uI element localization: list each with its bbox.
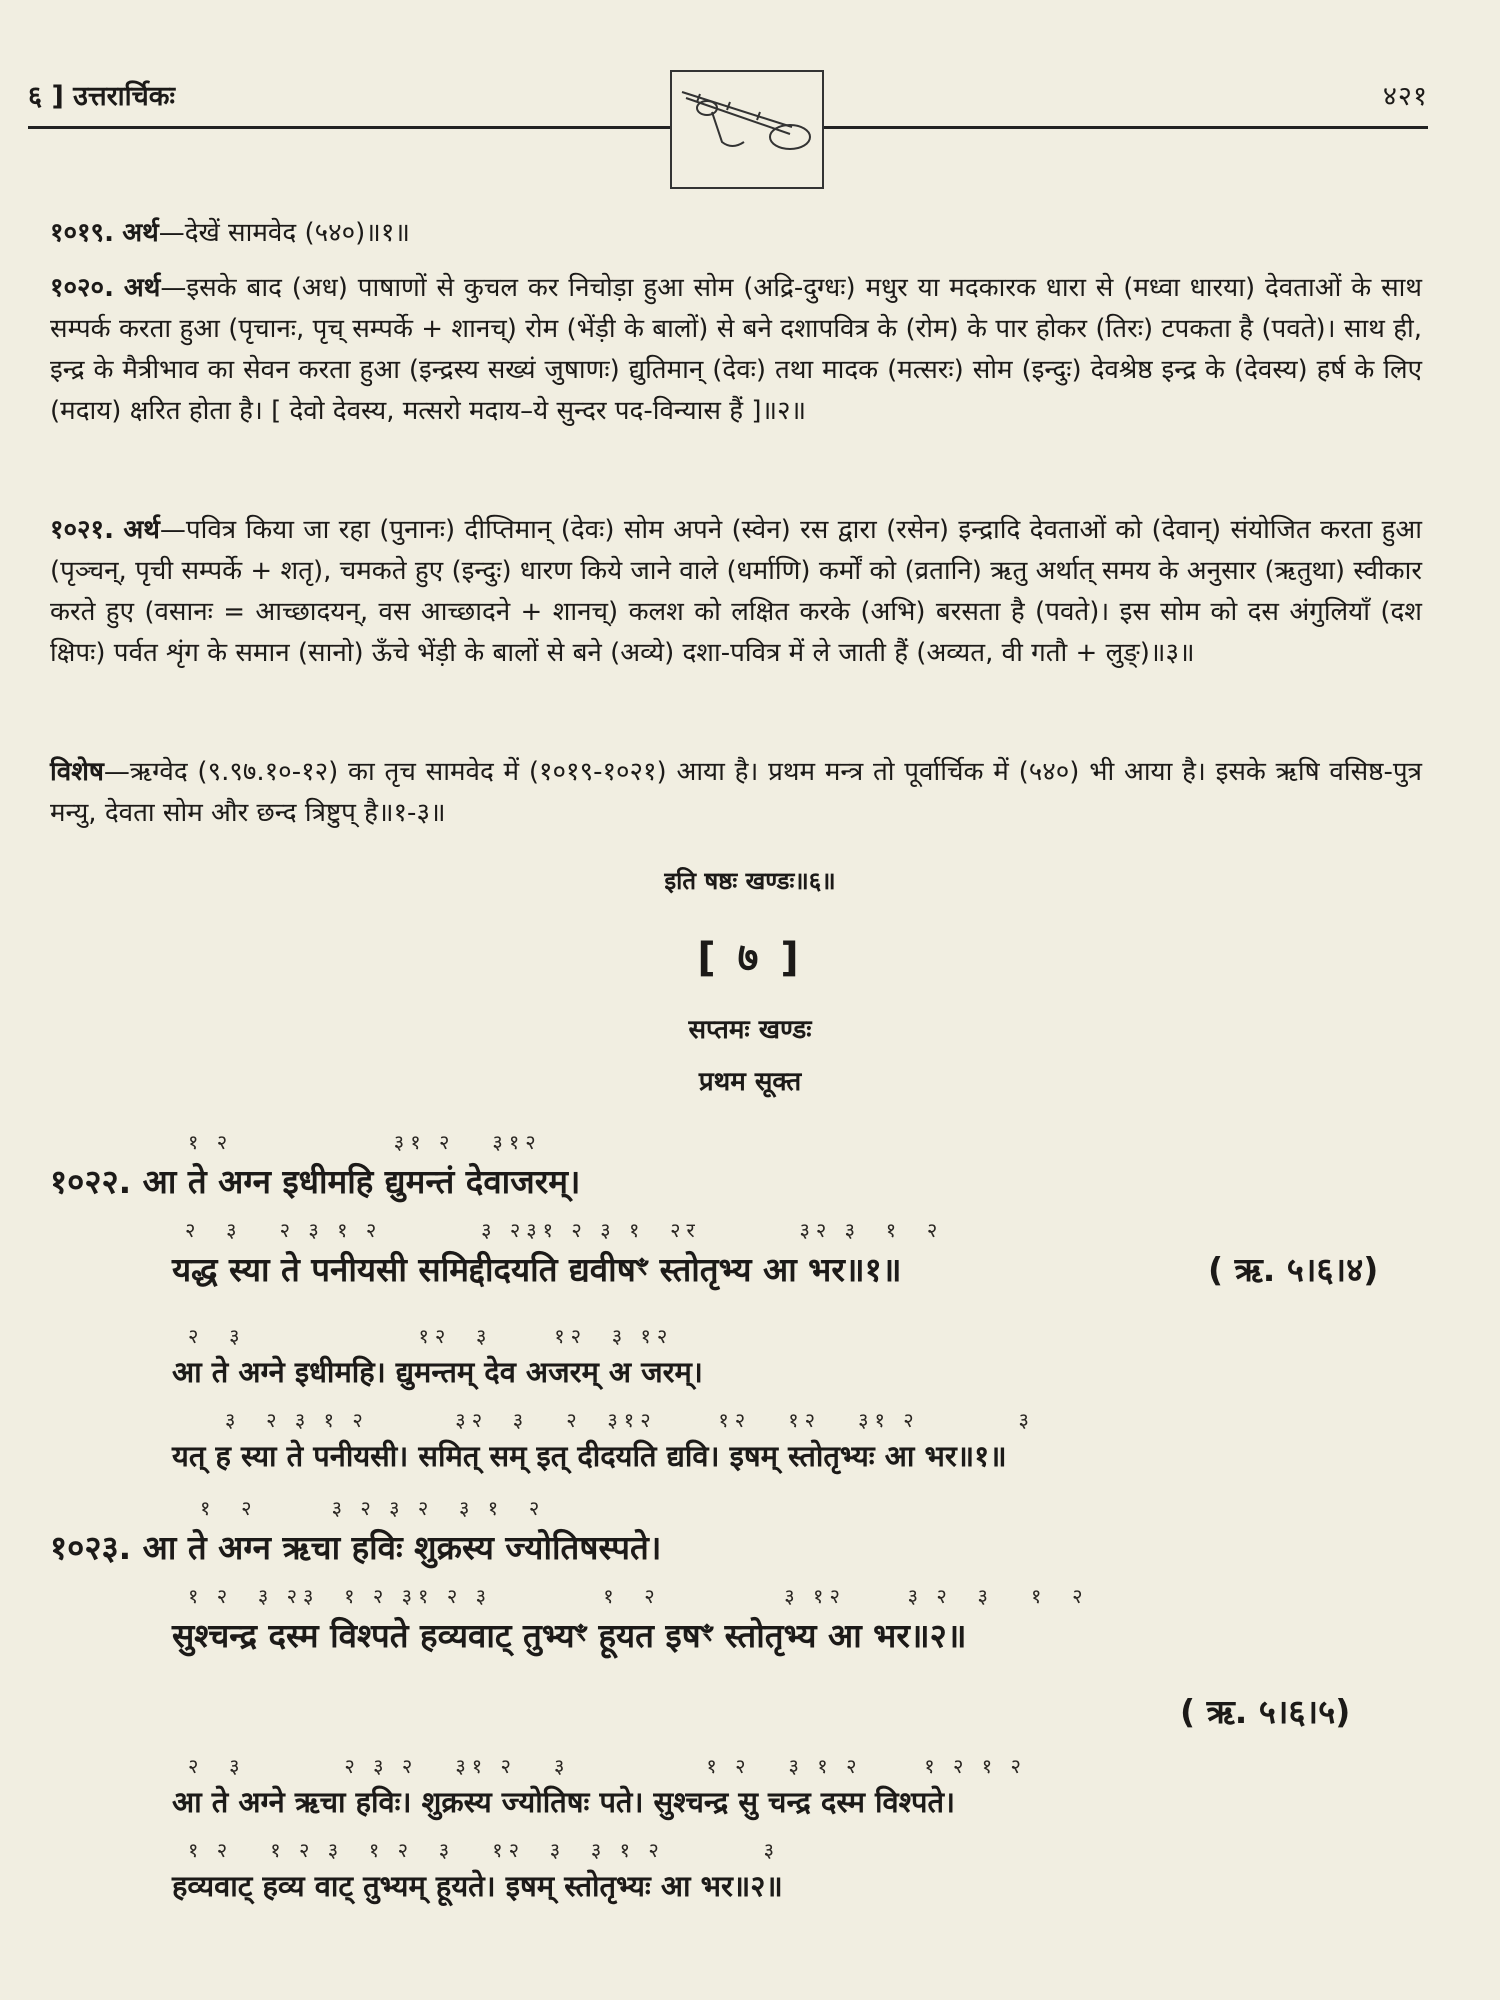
para-label: अर्थ — [123, 273, 161, 303]
rigveda-reference: ( ऋ. ५।६।५) — [1180, 1692, 1351, 1731]
swara-marks: १ २ ३ २ ३ २ ३ १ २ — [200, 1496, 546, 1520]
para-label: अर्थ — [123, 515, 160, 545]
padapatha-line: यत् ह स्या ते पनीयसी। समित् सम् इत् दीदयति द्यवि। इषम् स्तोतृभ्यः आ भर॥१॥ — [172, 1439, 1007, 1473]
padapatha-line: हव्यवाट् हव्य वाट् तुभ्यम् हूयते। इषम् स्तोतृभ्यः आ भर॥२॥ — [172, 1869, 783, 1903]
para-number: १०२०. — [50, 273, 114, 303]
mantra-line: यद्ध स्या ते पनीयसी समिद्दीदयति द्यवीषꣳ स्तोतृभ्य आ भर॥१॥ — [172, 1250, 902, 1289]
swara-marks: १ २ ३१ २ ३१२ — [188, 1130, 542, 1154]
para-number: १०१९. — [50, 218, 114, 248]
vishesh-note — [50, 752, 1422, 834]
mantra-line: १०२२. आ ते अग्न इधीमहि द्युमन्तं देवाजरम्। — [50, 1162, 581, 1201]
swara-marks: २ ३ २ ३ १ २ ३ २३१ २ ३ १ २र ३२ ३ १ २ — [185, 1218, 944, 1242]
para-text: —पवित्र किया जा रहा (पुनानः) दीप्तिमान् (देवः) सोम अपने (स्वेन) रस द्वारा (रसेन) इन्द्रादि देवताओं को (देवान्) संयोजित करता हुआ (पृञ्चन्, पृची सम्पर्के + शतृ), चमकते हुए (इन्दुः) धारण किये जाने वाले (धर्माणि) कर्मों को (व्रतानि) ऋतु अर्थात् समय के अनुसार (ऋतुथा) स्वीकार करते हुए (वसानः = आच्छादयन्, वस आच्छादने + शानच्) कलश को लक्षित करके (अभि) बरसता है (पवते)। इस सोम को दस अंगुलियाँ (दश क्षिपः) पर्वत शृंग के समान (सानो) ऊँचे भेंड़ी के बालों से बने (अव्ये) दशा-पवित्र में ले जाती हैं (अव्यत, वी गतौ + लुङ्)॥३॥ — [50, 515, 1422, 668]
mantra-line: सुश्चन्द्र दस्म विश्पते हव्यवाट् तुभ्यꣳ हूयत इषꣳ स्तोतृभ्य आ भर॥२॥ — [172, 1616, 967, 1655]
para-label: अर्थ — [122, 218, 159, 248]
padapatha-line: आ ते अग्ने इधीमहि। द्युमन्तम् देव अजरम् अ जरम्। — [172, 1355, 703, 1389]
rigveda-reference: ( ऋ. ५।६।४) — [1208, 1250, 1379, 1289]
padapatha-line: आ ते अग्ने ऋचा हविः। शुक्रस्य ज्योतिषः पते। सुश्चन्द्र सु चन्द्र दस्म विश्पते। — [172, 1785, 955, 1819]
para-1019 — [50, 213, 1422, 254]
para-text: —इसके बाद (अध) पाषाणों से कुचल कर निचोड़ा हुआ सोम (अद्रि-दुग्धः) मधुर या मदकारक धारा से (मध्वा धारया) देवताओं के साथ सम्पर्क करता हुआ (पृचानः, पृच् सम्पर्के + शानच्) रोम (भेंड़ी के बालों) से बने दशापवित्र के (रोम) के पार होकर (तिरः) टपकता है (पवते)। साथ ही, इन्द्र के मैत्रीभाव का सेवन करता हुआ (इन्द्रस्य सख्यं जुषाणः) द्युतिमान् (देवः) तथा मादक (मत्सरः) सोम (इन्दुः) देवश्रेष्ठ इन्द्र के (देवस्य) हर्ष के लिए (मदाय) क्षरित होता है। [ देवो देवस्य, मत्सरो मदाय–ये सुन्दर पद-विन्यास हैं ]॥२॥ — [50, 273, 1422, 426]
para-number: १०२१. — [50, 515, 114, 545]
swara-marks: ३ २ ३ १ २ ३२ ३ २ ३१२ १२ १२ ३१ २ ३ — [225, 1408, 1035, 1432]
note-text: —ऋग्वेद (९.९७.१०-१२) का तृच सामवेद में (१०१९-१०२१) आया है। प्रथम मन्त्र तो पूर्वार्चिक में (५४०) भी आया है। इसके ऋषि वसिष्ठ-पुत्र मन्यु, देवता सोम और छन्द त्रिष्टुप् है॥१-३॥ — [50, 757, 1422, 828]
running-head: ६ ] उत्तरार्चिकः — [28, 81, 175, 112]
para-1021 — [50, 510, 1422, 674]
page-number: ४२१ — [1382, 81, 1428, 112]
swara-marks: १ २ ३ २३ १ २ ३१ २ ३ १ २ ३ १२ ३ २ ३ १ २ — [188, 1584, 1089, 1608]
swara-marks: १ २ १ २ ३ १ २ ३ १२ ३ ३ १ २ ३ — [188, 1838, 781, 1862]
para-1020 — [50, 268, 1422, 432]
sukta-title: प्रथम सूक्त — [698, 1067, 802, 1097]
section-end: इति षष्ठः खण्डः॥६॥ — [664, 867, 836, 895]
khanda-number: [ ७ ] — [697, 935, 803, 981]
mantra-line: १०२३. आ ते अग्न ऋचा हविः शुक्रस्य ज्योतिषस्पते। — [50, 1528, 662, 1567]
note-label: विशेष — [50, 757, 104, 787]
khanda-title: सप्तमः खण्डः — [688, 1015, 812, 1045]
swara-marks: २ ३ १२ ३ १२ ३ १२ — [188, 1324, 674, 1348]
swara-marks: २ ३ २ ३ २ ३१ २ ३ १ २ ३ १ २ १ २ १ २ — [188, 1754, 1027, 1778]
veena-icon — [670, 70, 824, 189]
para-text: —देखें सामवेद (५४०)॥१॥ — [158, 218, 410, 248]
